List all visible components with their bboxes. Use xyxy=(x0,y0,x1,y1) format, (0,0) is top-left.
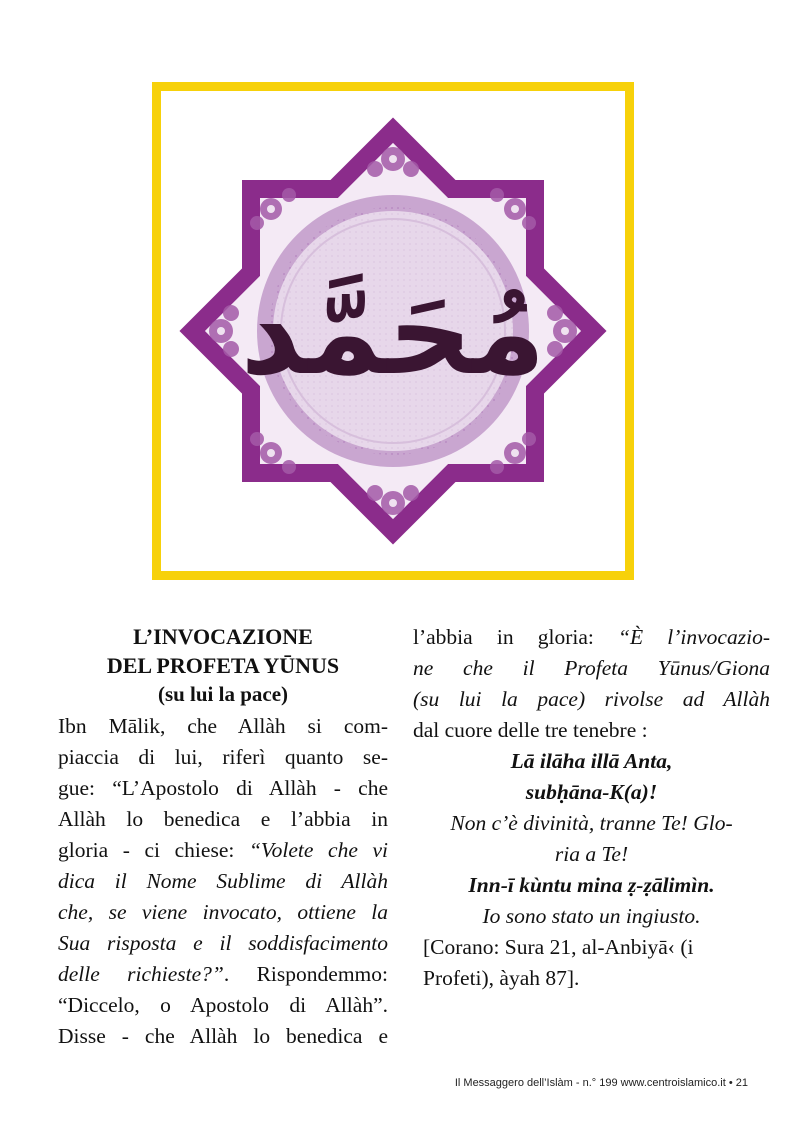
translation-line-2: ria a Te! xyxy=(554,842,629,866)
left-body xyxy=(58,711,388,1052)
body-line: Ibn Mālik, che Allàh si com- xyxy=(58,714,388,738)
quran-reference-line-2: Profeti), àyah 87]. xyxy=(423,966,580,990)
left-column xyxy=(58,622,388,1052)
article-subtitle: (su lui la pace) xyxy=(157,682,289,706)
body-line: che, se viene invocato, ottiene la xyxy=(58,900,388,924)
body-line: “Diccelo, o Apostolo di Allàh”. xyxy=(58,993,388,1017)
right-body xyxy=(413,622,770,746)
title-line-2: DEL PROFETA YŪNUS xyxy=(106,653,340,678)
body-line: Allàh lo benedica e l’abbia in xyxy=(58,807,388,831)
muhammad-calligraphy: مُحَمَّد xyxy=(240,263,546,401)
right-column xyxy=(413,622,770,994)
body-line: dal cuore delle tre tenebre : xyxy=(413,718,648,742)
body-line: Sua risposta e il soddisfacimento xyxy=(58,931,388,955)
invocation-line-3: Inn-ī kùntu mina ẓ-ẓālimìn. xyxy=(468,873,715,897)
translation-line-3: Io sono stato un ingiusto. xyxy=(482,904,701,928)
page-footer: Il Messaggero dell’Islàm - n.° 199 www.centroislamico.it • 21 xyxy=(454,1077,748,1089)
invocation-line-2: subḥāna-K(a)! xyxy=(525,780,658,804)
body-line: delle richieste?”. Rispondemmo: xyxy=(58,962,388,986)
body-line: dica il Nome Sublime di Allàh xyxy=(58,869,388,893)
body-line: ne che il Profeta Yūnus/Giona xyxy=(413,656,770,680)
body-line: Disse - che Allàh lo benedica e xyxy=(58,1024,388,1048)
muhammad-emblem xyxy=(161,91,625,571)
body-line: gue: “L’Apostolo di Allàh - che xyxy=(58,776,388,800)
article-title xyxy=(58,622,388,680)
title-line-1: L’INVOCAZIONE xyxy=(133,624,313,649)
quran-reference-line-1: [Corano: Sura 21, al-Anbiyā‹ (i xyxy=(423,935,694,959)
body-line: l’abbia in gloria: “È l’invocazio- xyxy=(413,625,770,649)
invocation-line-1: Lā ilāha illā Anta, xyxy=(510,749,673,773)
body-line: (su lui la pace) rivolse ad Allàh xyxy=(413,687,770,711)
body-line: piaccia di lui, riferì quanto se- xyxy=(58,745,388,769)
body-line: gloria - ci chiese: “Volete che vi xyxy=(58,838,388,862)
translation-line-1: Non c’è divinità, tranne Te! Glo- xyxy=(450,811,733,835)
